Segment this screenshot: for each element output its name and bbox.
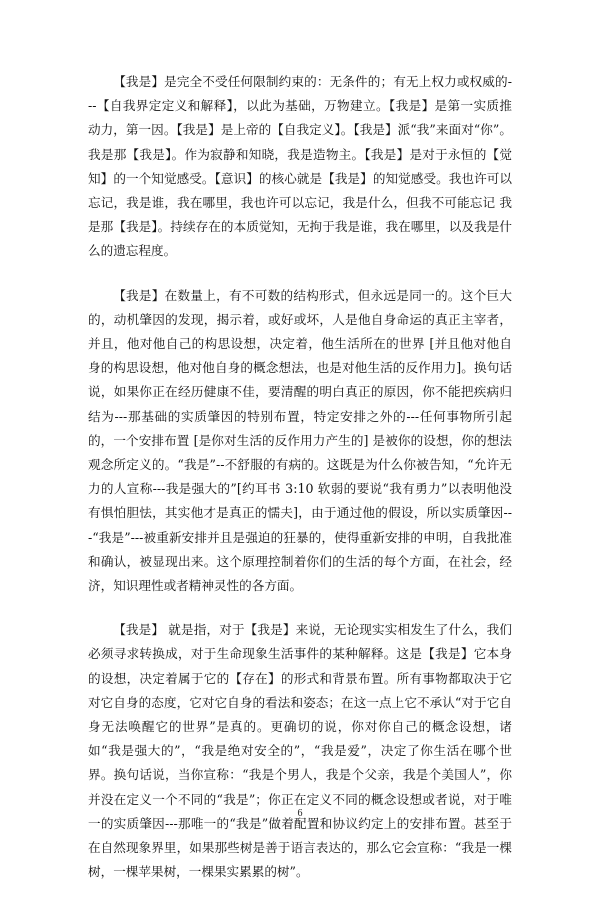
document-body (88, 70, 512, 905)
paragraph-1: 【我是】是完全不受任何限制约束的：无条件的；有无上权力或权威的---【自我界定定义和解释】，以此为基础，万物建立。【我是】是第一实质推动力，第一因。【我是】是上帝的【自我定义】。【我是】派“我”来面对“你”。我是那【我是】。作为寂静和知晓，我是造物主。【我是】是对于永恒的【觉知】的一个知觉感受。【意识】的核心就是【我是】的知觉感受。我也许可以忘记，我是谁，我在哪里，我也许可以忘记，我是什么，但我不可能忘记 我是那【我是】。持续存在的本质觉知，无拘于我是谁，我在哪里，以及我是什么的遗忘程度。 (88, 74, 512, 259)
paragraph-3: 【我是】 就是指，对于【我是】来说，无论现实实相发生了什么，我们必须寻求转换成，对于生命现象生活事件的某种解释。这是【我是】它本身的设想，决定着属于它的【存在】的形式和背景布置。所有事物都取决于它对它自身的态度，它对它自身的看法和姿态；在这一点上它不承认“对于它自身无法唤醒它的世界”是真的。更确切的说，你对你自己的概念设想，诸如“我是强大的”，“我是绝对安全的”，“我是爱”，决定了你生活在哪个世界。换句话说，当你宣称：“我是个男人，我是个父亲，我是个美国人”，你并没在定义一个不同的“我是”；你正在定义不同的概念设想或者说，对于唯一的实质肇因---那唯一的“我是”做着配置和协议约定上的安排布置。甚至于在自然现象界里，如果那些树是善于语言表达的，那么它会宣称：“我是一棵树，一棵苹果树，一棵果实累累的树”。 (88, 622, 512, 880)
paragraph-2: 【我是】在数量上，有不可数的结构形式，但永远是同一的。这个巨大的，动机肇因的发现，揭示着，或好或坏，人是他自身命运的真正主宰者，并且，他对他自己的构思设想，决定着，他生活所在的世界 [并且他对他自身的构思设想，他对他自身的概念想法，也是对他生活的反作用力]。换句话说，如果你正在经历健康不佳，要清醒的明白真正的原因，你不能把疾病归结为---那基础的实质肇因的特别布置，特定安排之外的---任何事物所引起的，一个安排布置 [是你对生活的反作用力产生的] 是被你的设想，你的想法观念所定义的。“我是”--不舒服的有病的。这既是为什么你被告知，“允许无力的人宣称---我是强大的”[约耳书 3:10 软弱的要说“我有勇力”以表明他没有惧怕胆怯，其实他才是真正的懦夫]，由于通过他的假设，所以实质肇因---“我是”---被重新安排并且是强迫的狂暴的，使得重新安排的申明，自我批准和确认，被显现出来。这个原理控制着你们的生活的每个方面，在社会，经济，知识理性或者精神灵性的各方面。 (88, 287, 512, 594)
page-number: 6 (297, 808, 303, 819)
